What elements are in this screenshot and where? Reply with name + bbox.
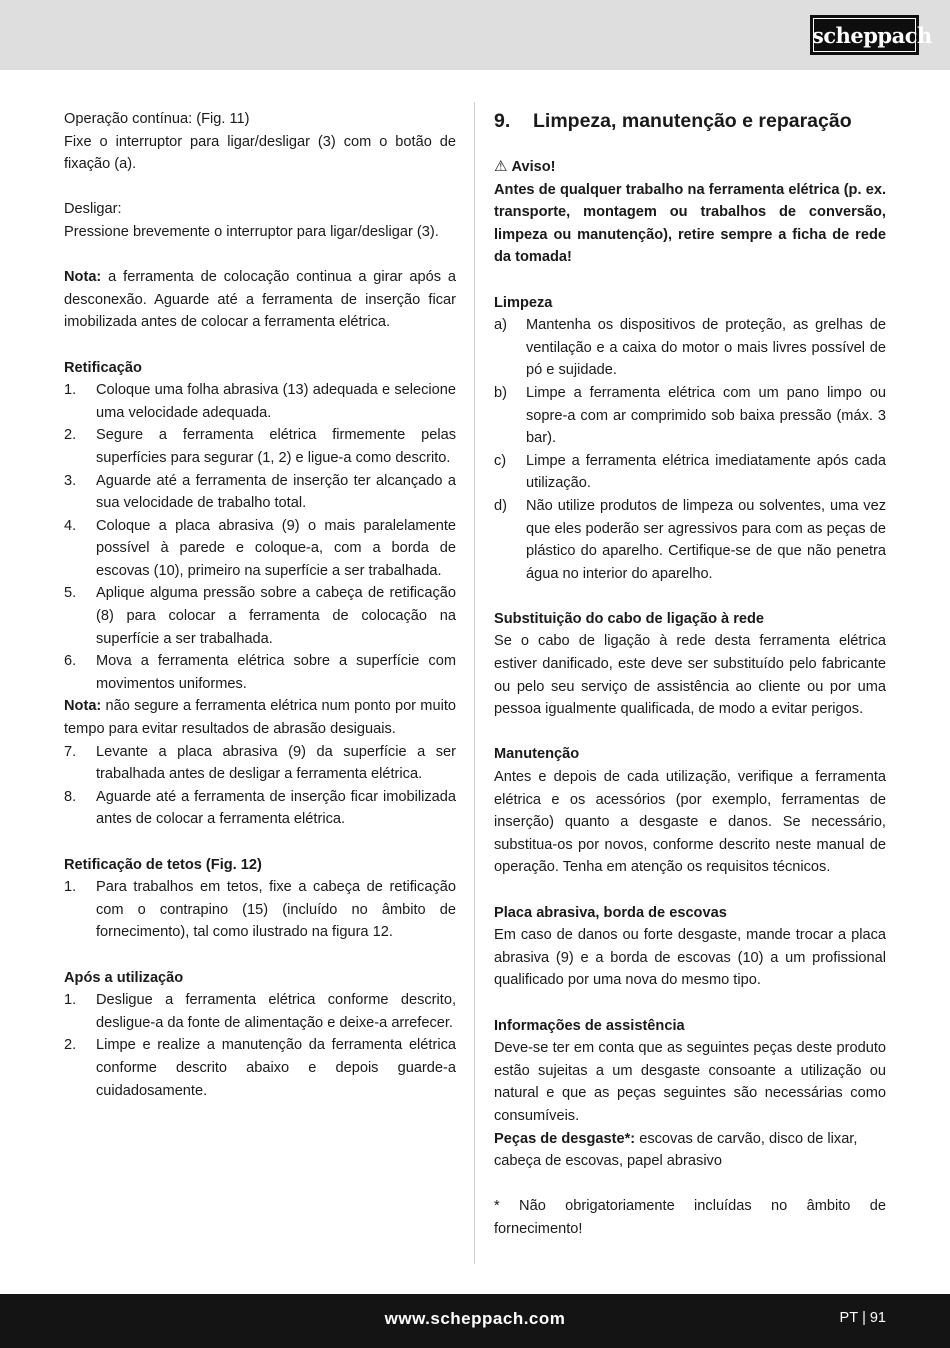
list-item xyxy=(64,741,456,786)
maintenance-heading: Manutenção xyxy=(494,746,580,763)
maintenance-text: Antes e depois de cada utilização, verifique a ferramenta elétrica e os acessórios (por exemplo, ferramentas de inserção) quanto a desgaste e danos. Se necessário, substitua-os por novos, conforme descrito neste manual de operação. Tenha em atenção os requisitos técnicos. xyxy=(494,769,886,876)
list-item-text: Limpe a ferramenta elétrica imediatamente após cada utilização. xyxy=(526,452,886,492)
note-label: Nota: xyxy=(64,269,102,286)
warning-line xyxy=(494,156,886,179)
website-link[interactable]: www.scheppach.com xyxy=(384,1309,566,1328)
section-number: 9. xyxy=(494,110,511,132)
list-item-text: Mantenha os dispositivos de proteção, as grelhas de ventilação e a caixa do motor o mais livres possível de pó e sujidade. xyxy=(526,317,886,379)
list-item-number: a) xyxy=(494,317,507,334)
note-text-2: não segure a ferramenta elétrica num ponto por muito tempo para evitar resultados de abrasão desiguais. xyxy=(64,698,456,738)
continuous-title: Operação contínua: (Fig. 11) xyxy=(64,111,250,127)
continuous-text: Fixe o interruptor para ligar/desligar (3) com o botão de fixação (a). xyxy=(64,133,456,173)
cleaning-heading: Limpeza xyxy=(494,294,553,311)
brand-logo: scheppach xyxy=(810,15,919,55)
list-item-text: Desligue a ferramenta elétrica conforme descrito, desligue-a da fonte de alimentação e deixe-a arrefecer. xyxy=(96,992,456,1031)
list-item-number: 2. xyxy=(64,1037,77,1054)
list-item xyxy=(64,876,456,944)
list-item xyxy=(64,424,456,469)
page-info xyxy=(840,1310,886,1326)
list-item-text: Coloque uma folha abrasiva (13) adequada e selecione uma velocidade adequada. xyxy=(96,382,456,421)
list-item-number: 5. xyxy=(64,585,77,602)
wear-label: Peças de desgaste*: xyxy=(494,1130,636,1147)
off-text: Pressione brevemente o interruptor para ligar/desligar (3). xyxy=(64,223,439,240)
warning-label: Aviso! xyxy=(511,159,556,175)
list-item xyxy=(494,314,886,382)
list-item-text: Limpe e realize a manutenção da ferramenta elétrica conforme descrito abaixo e depois guarde-a cuidadosamente. xyxy=(96,1037,456,1099)
wear-parts xyxy=(494,1128,886,1173)
list-item-number: 1. xyxy=(64,992,77,1009)
service-heading: Informações de assistência xyxy=(494,1017,685,1034)
list-item xyxy=(494,382,886,450)
list-item-number: 6. xyxy=(64,653,77,670)
after-use-heading: Após a utilização xyxy=(64,969,184,986)
list-item-number: 8. xyxy=(64,788,77,805)
list-item-number: 4. xyxy=(64,517,77,534)
language-code: PT xyxy=(839,1310,859,1326)
note-label-2: Nota: xyxy=(64,698,102,715)
list-item xyxy=(64,379,456,424)
column-divider xyxy=(474,102,475,1264)
list-item-number: c) xyxy=(494,452,507,469)
list-item xyxy=(494,450,886,495)
service-text: Deve-se ter em conta que as seguintes peças deste produto estão sujeitas a um desgaste consoante a utilização ou natural e que as peças seguintes são necessárias como consumíveis. xyxy=(494,1040,886,1124)
list-item-text: Segure a ferramenta elétrica firmemente pelas superfícies para segurar (1, 2) e ligue-a como descrito. xyxy=(96,427,456,466)
list-item xyxy=(64,1034,456,1102)
section-title-text: Limpeza, manutenção e reparação xyxy=(533,110,852,132)
list-item-number: 1. xyxy=(64,382,77,399)
list-item-text: Para trabalhos em tetos, fixe a cabeça de retificação com o contrapino (15) (incluído no âmbito de fornecimento), tal como ilustrado na figura 12. xyxy=(96,879,456,941)
grinding-steps xyxy=(64,379,456,695)
pad-heading: Placa abrasiva, borda de escovas xyxy=(494,904,727,921)
warning-text: Antes de qualquer trabalho na ferramenta elétrica (p. ex. transporte, montagem ou trabalhos de conversão, limpeza ou manutenção), retire sempre a ficha de rede da tomada! xyxy=(494,181,886,266)
left-column xyxy=(64,108,456,1102)
list-item-text: Mova a ferramenta elétrica sobre a superfície com movimentos uniformes. xyxy=(96,653,456,692)
list-item-text: Limpe a ferramenta elétrica com um pano limpo ou sopre-a com ar comprimido sob baixa pressão (máx. 3 bar). xyxy=(526,384,886,447)
list-item xyxy=(64,989,456,1034)
note-paragraph-2 xyxy=(64,695,456,740)
page-number: 91 xyxy=(869,1310,886,1326)
after-use-steps xyxy=(64,989,456,1102)
ceiling-heading: Retificação de tetos (Fig. 12) xyxy=(64,856,262,873)
list-item-text: Aplique alguma pressão sobre a cabeça de retificação (8) para colocar a ferramenta de colocação na superfície a ser trabalhada. xyxy=(96,585,456,647)
list-item xyxy=(494,495,886,585)
list-item xyxy=(64,582,456,650)
cable-heading: Substituição do cabo de ligação à rede xyxy=(494,610,765,627)
footnote: * Não obrigatoriamente incluídas no âmbito de fornecimento! xyxy=(494,1198,886,1237)
list-item-number: 3. xyxy=(64,472,77,489)
ceiling-steps xyxy=(64,876,456,944)
warning-triangle-icon: ⚠ xyxy=(494,158,508,175)
note-text: a ferramenta de colocação continua a girar após a desconexão. Aguarde até a ferramenta de inserção ficar imobilizada antes de colocar a ferramenta elétrica. xyxy=(64,269,456,331)
list-item-text: Levante a placa abrasiva (9) da superfície a ser trabalhada antes de desligar a ferramenta elétrica. xyxy=(96,743,456,783)
page-separator: | xyxy=(862,1310,866,1326)
grinding-steps-continued xyxy=(64,741,456,831)
list-item xyxy=(64,650,456,695)
list-item-number: 2. xyxy=(64,427,77,444)
list-item-number: 1. xyxy=(64,879,77,896)
pad-text: Em caso de danos ou forte desgaste, mande trocar a placa abrasiva (9) e a borda de escovas (10) a um profissional qualificado por uma nova do mesmo tipo. xyxy=(494,927,886,989)
grinding-heading: Retificação xyxy=(64,359,142,376)
cable-text: Se o cabo de ligação à rede desta ferramenta elétrica estiver danificado, este deve ser substituído pelo fabricante ou pelo seu serviço de assistência ao cliente ou por uma pessoa igualmente qualificada, de modo a evitar perigos. xyxy=(494,633,886,718)
list-item-text: Coloque a placa abrasiva (9) o mais paralelamente possível à parede e coloque-a, com a borda de escovas (10), primeiro na superfície a ser trabalhada. xyxy=(96,517,456,579)
header-bar xyxy=(0,0,950,70)
list-item-text: Aguarde até a ferramenta de inserção ter alcançado a sua velocidade de trabalho total. xyxy=(96,472,456,512)
cleaning-items xyxy=(494,314,886,585)
list-item-text: Não utilize produtos de limpeza ou solventes, uma vez que eles poderão ser agressivos para com as peças de plástico do aparelho. Certifique-se de que não penetra água no interior do aparelho. xyxy=(526,497,886,582)
section-title xyxy=(494,108,886,134)
list-item xyxy=(64,786,456,831)
list-item-number: d) xyxy=(494,497,507,514)
footer-bar xyxy=(0,1294,950,1348)
list-item-number: 7. xyxy=(64,743,77,760)
list-item-number: b) xyxy=(494,384,507,401)
right-column xyxy=(494,108,886,1241)
wear-text: escovas de carvão, disco de lixar, cabeça de escovas, papel abrasivo xyxy=(494,1130,858,1170)
list-item-text: Aguarde até a ferramenta de inserção ficar imobilizada antes de colocar a ferramenta elétrica. xyxy=(96,788,456,828)
list-item xyxy=(64,470,456,515)
note-paragraph xyxy=(64,266,456,334)
list-item xyxy=(64,515,456,583)
off-title: Desligar: xyxy=(64,201,122,218)
